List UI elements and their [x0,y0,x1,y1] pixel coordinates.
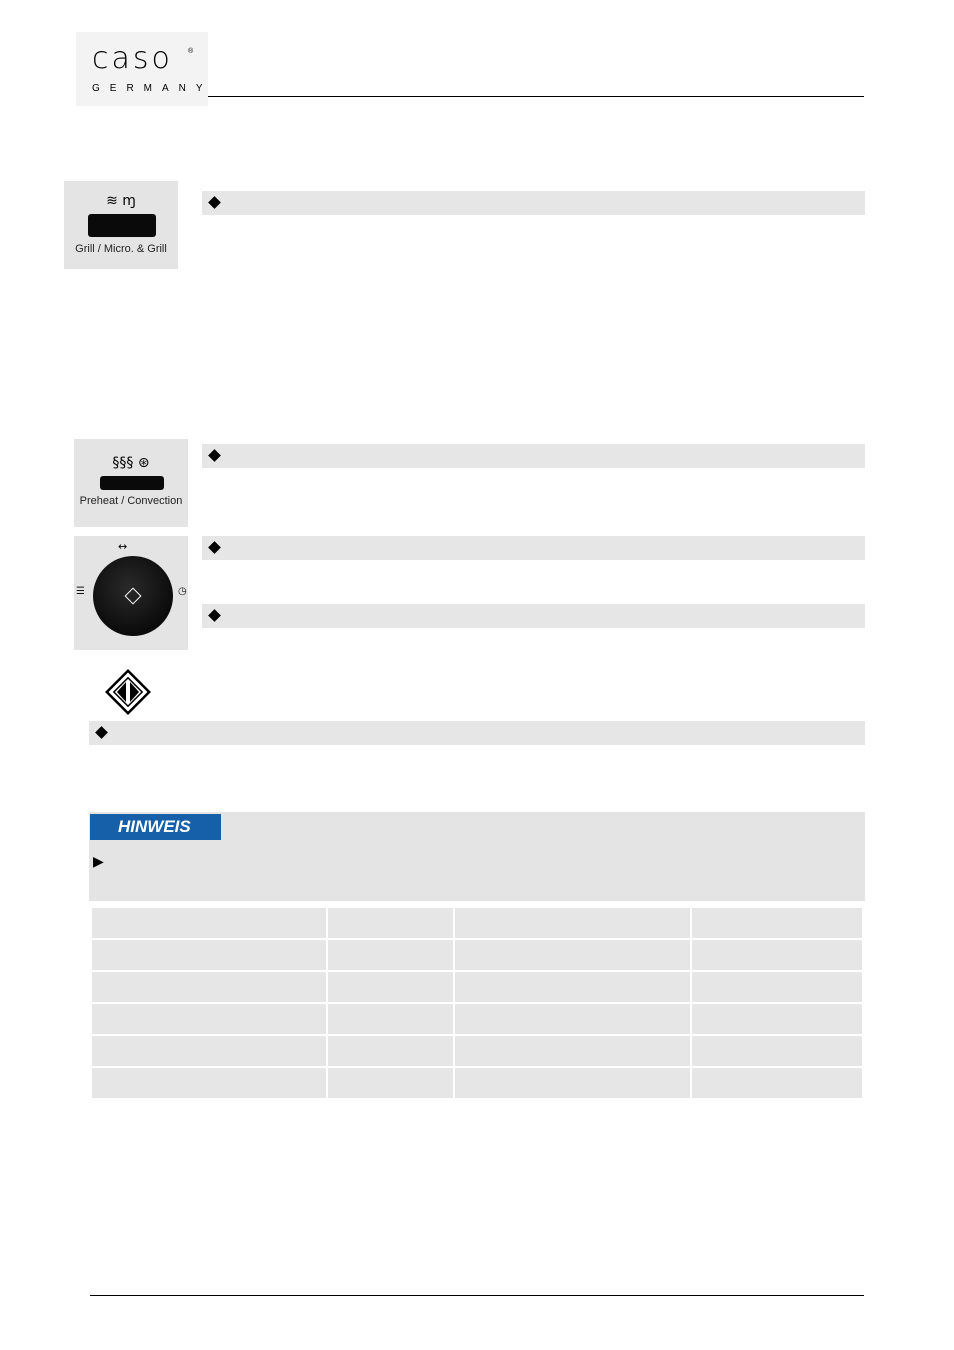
table-cell [92,940,326,970]
timer-icon: ◷ [178,586,187,597]
table-cell [692,940,862,970]
table-cell [328,1004,453,1034]
preheat-control-image [74,439,188,527]
table-cell [455,1036,690,1066]
table-cell [328,908,453,938]
table-cell [692,1068,862,1098]
rotate-arrow-icon: ↔ [118,540,128,553]
header-divider [208,96,864,97]
table-row [92,1004,862,1034]
preheat-convection-icon: §§§ ⊛ [112,455,150,471]
table-cell [92,1068,326,1098]
table-row [92,972,862,1002]
dial-control-image [74,536,188,650]
table-cell [92,972,326,1002]
table-cell [692,972,862,1002]
note-box [89,812,865,901]
table-cell [692,908,862,938]
table-row [92,908,862,938]
table-cell [328,972,453,1002]
table-cell [328,1068,453,1098]
data-table [90,906,864,1100]
table-cell [92,1036,326,1066]
table-cell [455,1068,690,1098]
start-section-bar [89,721,865,745]
table-cell [92,908,326,938]
grill-button-bar [88,214,156,237]
table-cell [328,1036,453,1066]
start-diamond-icon [104,668,152,716]
preheat-button-bar [100,476,164,490]
list-icon: ☰ [76,586,85,597]
footer-divider [90,1295,864,1296]
dial-start-icon [125,588,142,605]
diamond-icon [208,541,221,554]
table-cell [328,940,453,970]
preheat-control-label: Preheat / Convection [79,495,183,507]
table-cell [692,1036,862,1066]
table-cell [455,972,690,1002]
diamond-icon [95,726,108,739]
table-cell [692,1004,862,1034]
control-dial [93,556,173,636]
table-cell [455,908,690,938]
table-row [92,1036,862,1066]
grill-control-label: Grill / Micro. & Grill [75,243,167,255]
grill-section-bar [202,191,865,215]
logo-subtitle: GERMANY [92,83,213,94]
grill-control-image [64,181,178,269]
preheat-section-bar [202,444,865,468]
logo-registered-mark: ® [188,48,194,55]
table-row [92,940,862,970]
grill-microwave-icon: ≋ ɱ [106,193,136,209]
dial-section-bar-2 [202,604,865,628]
table-cell [455,940,690,970]
diamond-icon [208,196,221,209]
table-row [92,1068,862,1098]
logo-wordmark: caso [92,41,173,76]
dial-section-bar [202,536,865,560]
table-cell [455,1004,690,1034]
diamond-icon [208,449,221,462]
diamond-icon [208,609,221,622]
note-tag: HINWEIS [90,814,221,840]
note-bullet-icon: ▶ [93,854,104,870]
table-cell [92,1004,326,1034]
